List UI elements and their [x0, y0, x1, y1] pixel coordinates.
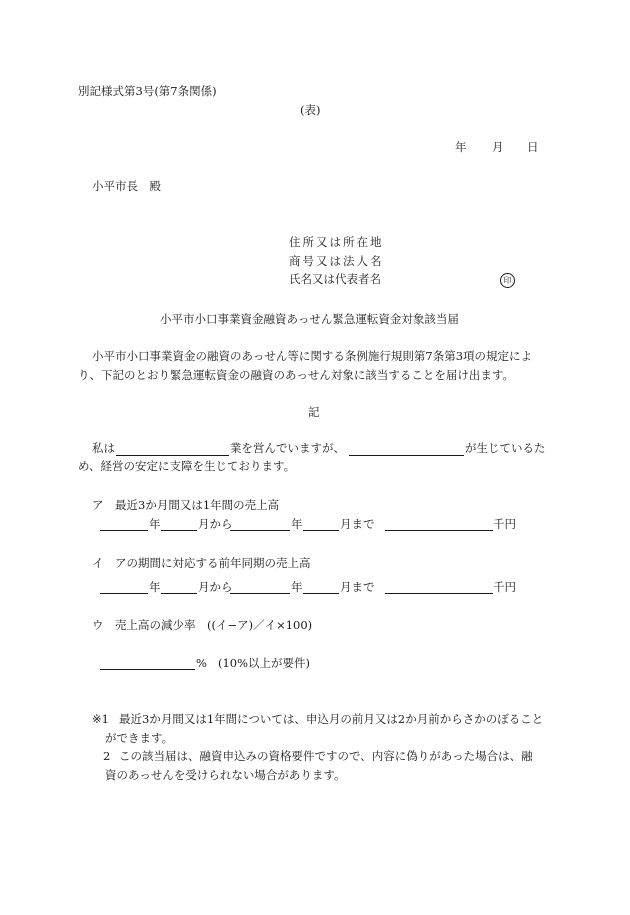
date-month-label: 月: [492, 140, 504, 154]
item-a-from-year-label: 年: [149, 517, 161, 531]
item-i-from-year-label: 年: [149, 580, 161, 594]
ki-label: 記: [308, 405, 320, 419]
item-i-amount-field[interactable]: [385, 580, 493, 594]
address-label: 住所又は所在地: [289, 235, 384, 249]
item-i-from-month-field[interactable]: [161, 580, 197, 594]
cause-field[interactable]: [349, 442, 464, 456]
item-i-to-month-label: 月まで: [340, 580, 375, 594]
item-a-label: ア 最近3か月間又は1年間の売上高: [92, 498, 280, 512]
item-a-to-year-label: 年: [291, 517, 303, 531]
item-i-from-year-field[interactable]: [100, 580, 148, 594]
note-2-line-1: この該当届は、融資申込みの資格要件ですので、内容に偽りがあった場合は、融: [119, 749, 533, 763]
note-2-line-2: 資のあっせんを受けられない場合があります。: [105, 768, 346, 782]
item-i-to-month-field[interactable]: [303, 580, 339, 594]
item-a-to-year-field[interactable]: [230, 517, 290, 531]
statement-suffix: が生じているた: [465, 441, 546, 455]
document-title: 小平市小口事業資金融資あっせん緊急運転資金対象該当届: [160, 312, 459, 326]
item-a-to-month-field[interactable]: [303, 517, 339, 531]
company-label: 商号又は法人名: [289, 254, 384, 268]
item-u-label: ウ 売上高の減少率 ((イ−ア)／イ×100): [92, 618, 313, 632]
item-i-from-month-label: 月から: [198, 580, 233, 594]
addressee: 小平市長 殿: [92, 179, 161, 193]
item-a-from-year-field[interactable]: [100, 517, 148, 531]
note-1-line-1: 最近3か月間又は1年間については、申込月の前月又は2か月前からさかのぼること: [119, 712, 544, 726]
item-a-from-month-label: 月から: [198, 517, 233, 531]
item-a-unit: 千円: [493, 517, 516, 531]
business-type-field[interactable]: [116, 442, 229, 456]
date-day-label: 日: [527, 140, 539, 154]
name-label: 氏名又は代表者名: [289, 272, 381, 286]
item-a-amount-field[interactable]: [385, 517, 493, 531]
reduction-rate-field[interactable]: [100, 656, 195, 670]
side-label: (表): [300, 103, 321, 117]
item-i-label: イ アの期間に対応する前年同期の売上高: [92, 556, 311, 570]
body-line-1: 小平市小口事業資金の融資のあっせん等に関する条例施行規則第7条第3項の規定によ: [92, 349, 533, 363]
statement-prefix: 私は: [92, 441, 115, 455]
item-a-from-month-field[interactable]: [161, 517, 197, 531]
note-2-mark: 2: [103, 749, 111, 763]
seal-mark: [500, 273, 515, 288]
date-year-label: 年: [455, 140, 467, 154]
body-line-2: り、下記のとおり緊急運転資金の融資のあっせん対象に該当することを届け出ます。: [78, 368, 514, 382]
percent-label: %: [196, 656, 207, 670]
form-id: 別記様式第3号(第7条関係): [78, 84, 217, 98]
statement-mid: 業を営んでいますが、: [230, 441, 345, 455]
rate-requirement-note: (10%以上が要件): [218, 656, 311, 670]
seal-icon: 印: [500, 273, 515, 288]
statement-line-2: め、経営の安定に支障を生じております。: [78, 459, 296, 473]
note-1-line-2: ができます。: [105, 731, 174, 745]
item-i-to-year-field[interactable]: [230, 580, 290, 594]
item-i-unit: 千円: [493, 580, 516, 594]
item-a-to-month-label: 月まで: [340, 517, 375, 531]
note-1-mark: ※1: [92, 712, 109, 726]
item-i-to-year-label: 年: [291, 580, 303, 594]
